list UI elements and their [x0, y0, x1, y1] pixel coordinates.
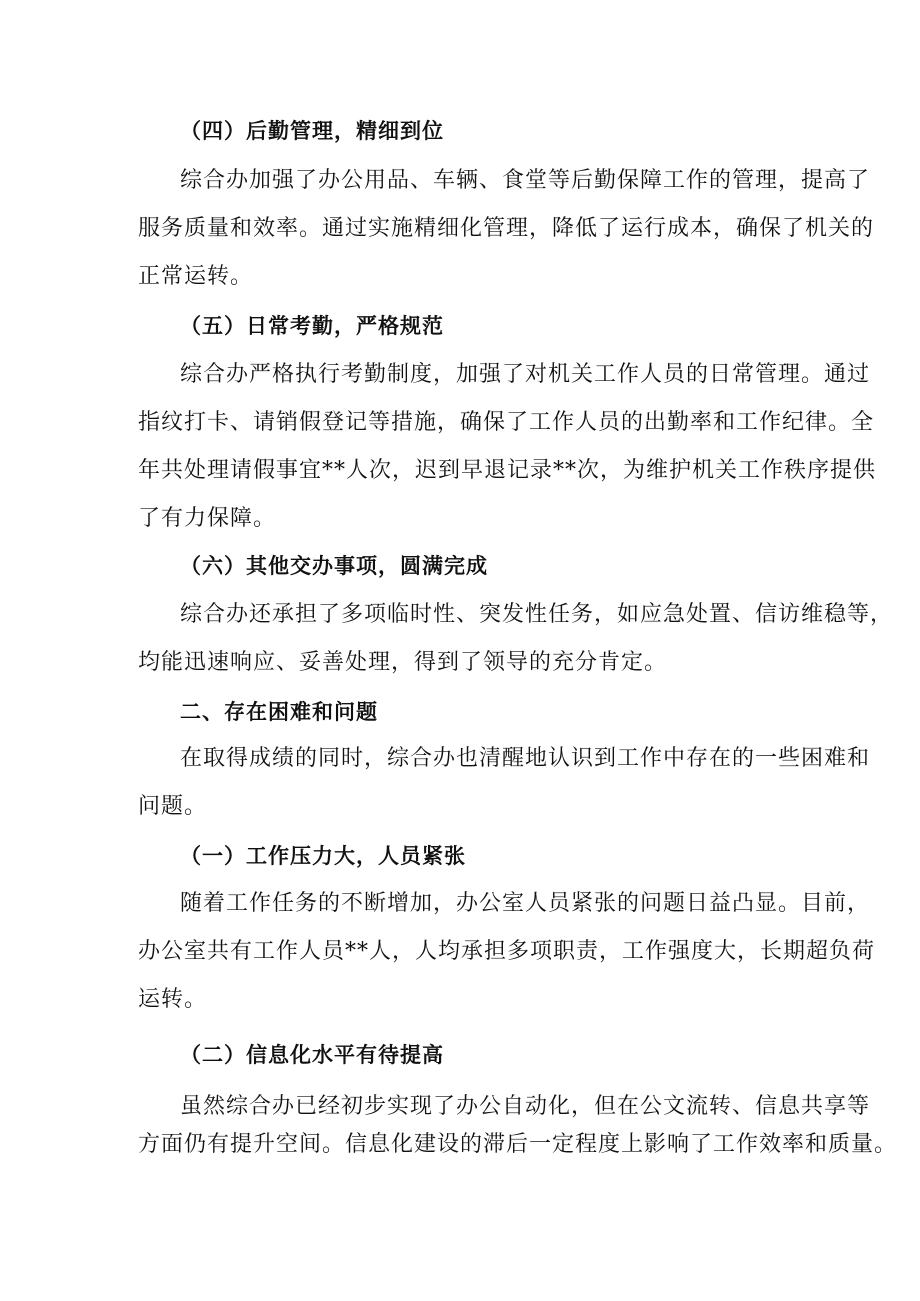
paragraph-line: 综合办严格执行考勤制度，加强了对机关工作人员的日常管理。通过 [180, 362, 871, 387]
paragraph-line: 了有力保障。 [138, 506, 277, 531]
paragraph-line: 正常运转。 [138, 264, 254, 289]
section-heading-attendance: （五）日常考勤，严格规范 [180, 314, 444, 338]
paragraph-line: 综合办加强了办公用品、车辆、食堂等后勤保障工作的管理，提高了 [180, 168, 871, 193]
section-heading-logistics: （四）后勤管理，精细到位 [180, 119, 444, 143]
paragraph-line: 办公室共有工作人员**人，人均承担多项职责，工作强度大，长期超负荷 [138, 939, 876, 964]
section-heading-other-tasks: （六）其他交办事项，圆满完成 [180, 554, 488, 578]
paragraph-line: 方面仍有提升空间。信息化建设的滞后一定程度上影响了工作效率和质量。 [138, 1132, 898, 1157]
section-heading-difficulties: 二、存在困难和问题 [180, 700, 378, 724]
paragraph-line: 综合办还承担了多项临时性、突发性任务，如应急处置、信访维稳等， [180, 602, 894, 627]
paragraph-line: 运转。 [138, 987, 208, 1012]
paragraph-line: 在取得成绩的同时，综合办也清醒地认识到工作中存在的一些困难和 [180, 746, 871, 771]
paragraph-line: 问题。 [138, 794, 208, 819]
paragraph-line: 均能迅速响应、妥善处理，得到了领导的充分肯定。 [138, 650, 668, 675]
paragraph-line: 服务质量和效率。通过实施精细化管理，降低了运行成本，确保了机关的 [138, 216, 875, 241]
paragraph-line: 年共处理请假事宜**人次，迟到早退记录**次，为维护机关工作秩序提供 [138, 458, 877, 483]
section-heading-workload: （一）工作压力大，人员紧张 [180, 844, 466, 868]
paragraph-line: 虽然综合办已经初步实现了办公自动化，但在公文流转、信息共享等 [180, 1094, 871, 1119]
paragraph-line: 指纹打卡、请销假登记等措施，确保了工作人员的出勤率和工作纪律。全 [138, 410, 875, 435]
paragraph-line: 随着工作任务的不断增加，办公室人员紧张的问题日益凸显。目前， [180, 891, 871, 916]
section-heading-informatization: （二）信息化水平有待提高 [180, 1043, 444, 1067]
